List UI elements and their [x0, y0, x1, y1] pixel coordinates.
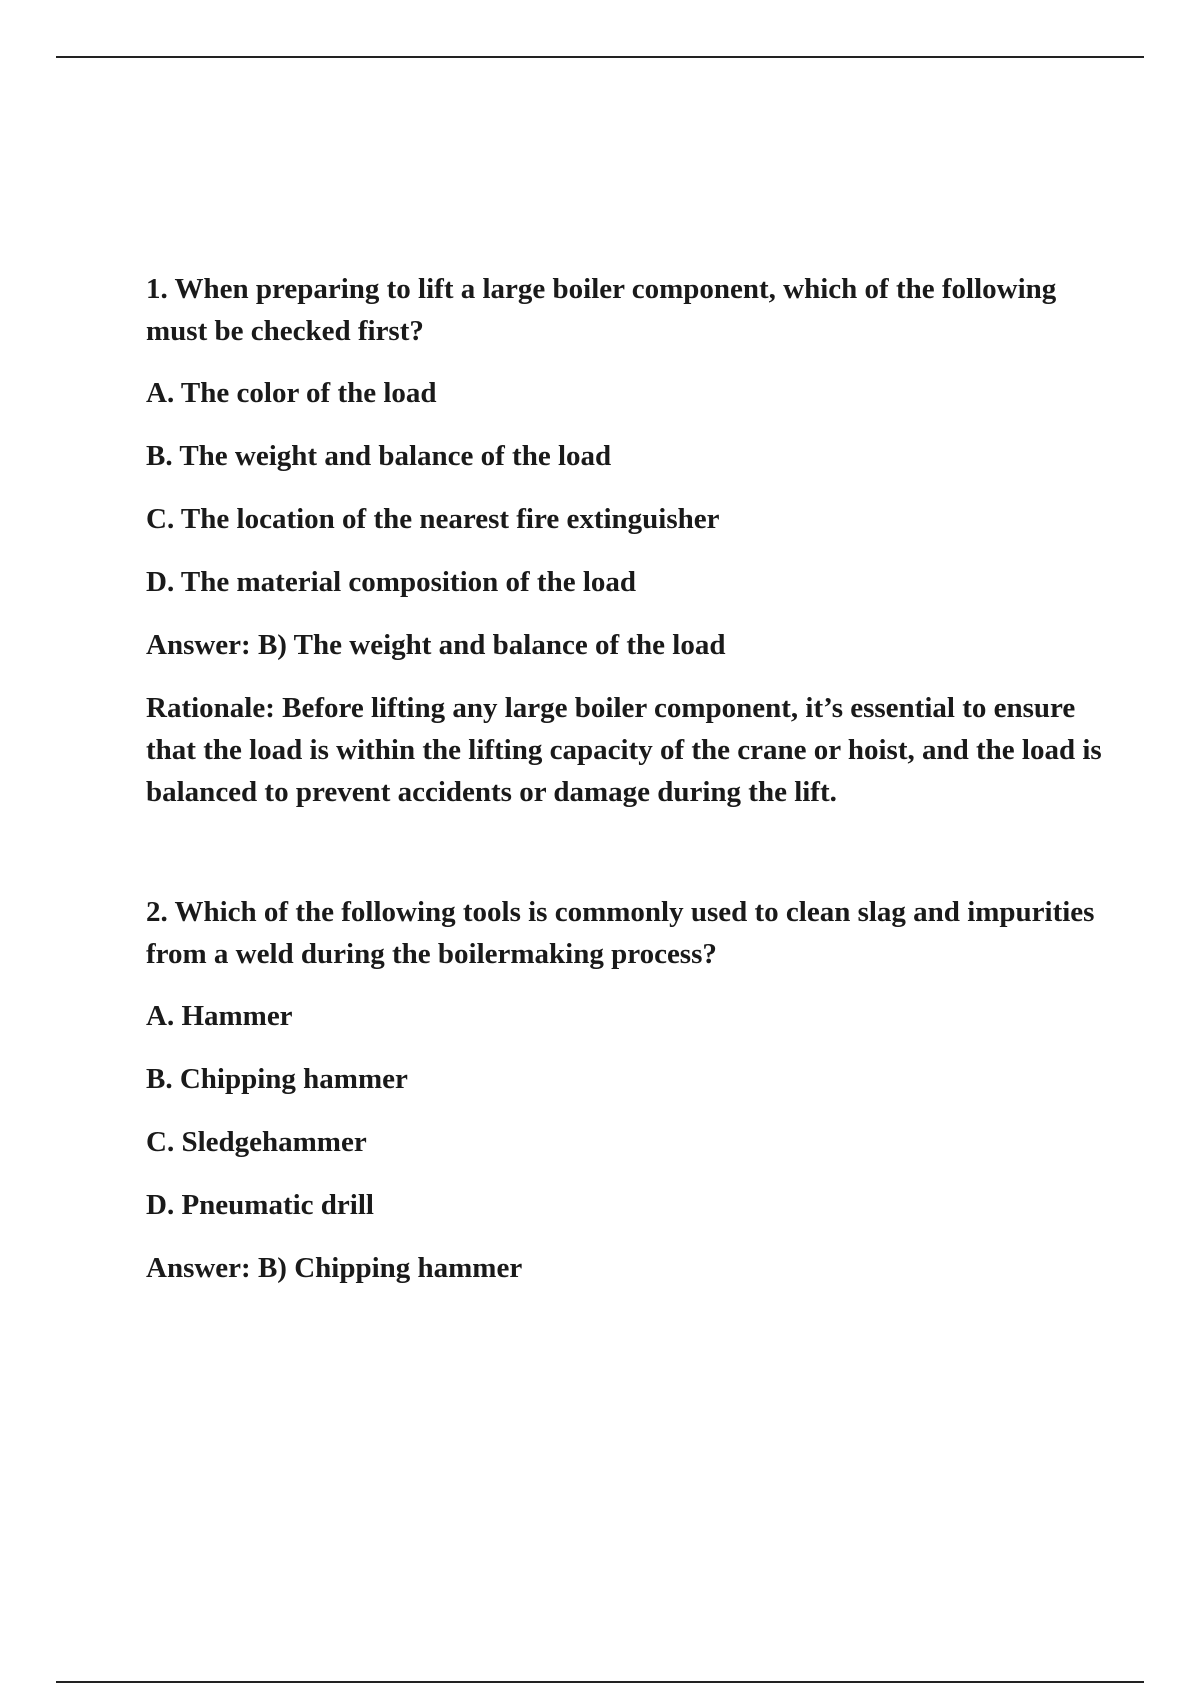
answer: Answer: B) Chipping hammer: [146, 1252, 523, 1284]
option-a: A. The color of the load: [146, 377, 437, 409]
option-a: A. Hammer: [146, 1000, 293, 1032]
header-rule: [56, 56, 1144, 58]
option-b: B. The weight and balance of the load: [146, 440, 612, 472]
footer-rule: [56, 1681, 1144, 1683]
question-text: 1. When preparing to lift a large boiler component, which of the following must be checked first?: [146, 273, 1057, 347]
option-d: D. Pneumatic drill: [146, 1189, 374, 1221]
rationale: Rationale: Before lifting any large boiler component, it’s essential to ensure that the load is within the lifting capacity of the crane or hoist, and the load is balanced to prevent accidents or damage during the lift.: [146, 692, 1102, 808]
document-body: [146, 268, 1106, 1310]
question-1: [146, 268, 1106, 813]
answer: Answer: B) The weight and balance of the load: [146, 629, 726, 661]
option-d: D. The material composition of the load: [146, 566, 637, 598]
option-c: C. Sledgehammer: [146, 1126, 367, 1158]
option-b: B. Chipping hammer: [146, 1063, 408, 1095]
question-text: 2. Which of the following tools is commonly used to clean slag and impurities from a weld during the boilermaking process?: [146, 896, 1095, 970]
question-2: [146, 891, 1106, 1289]
option-c: C. The location of the nearest fire extinguisher: [146, 503, 720, 535]
